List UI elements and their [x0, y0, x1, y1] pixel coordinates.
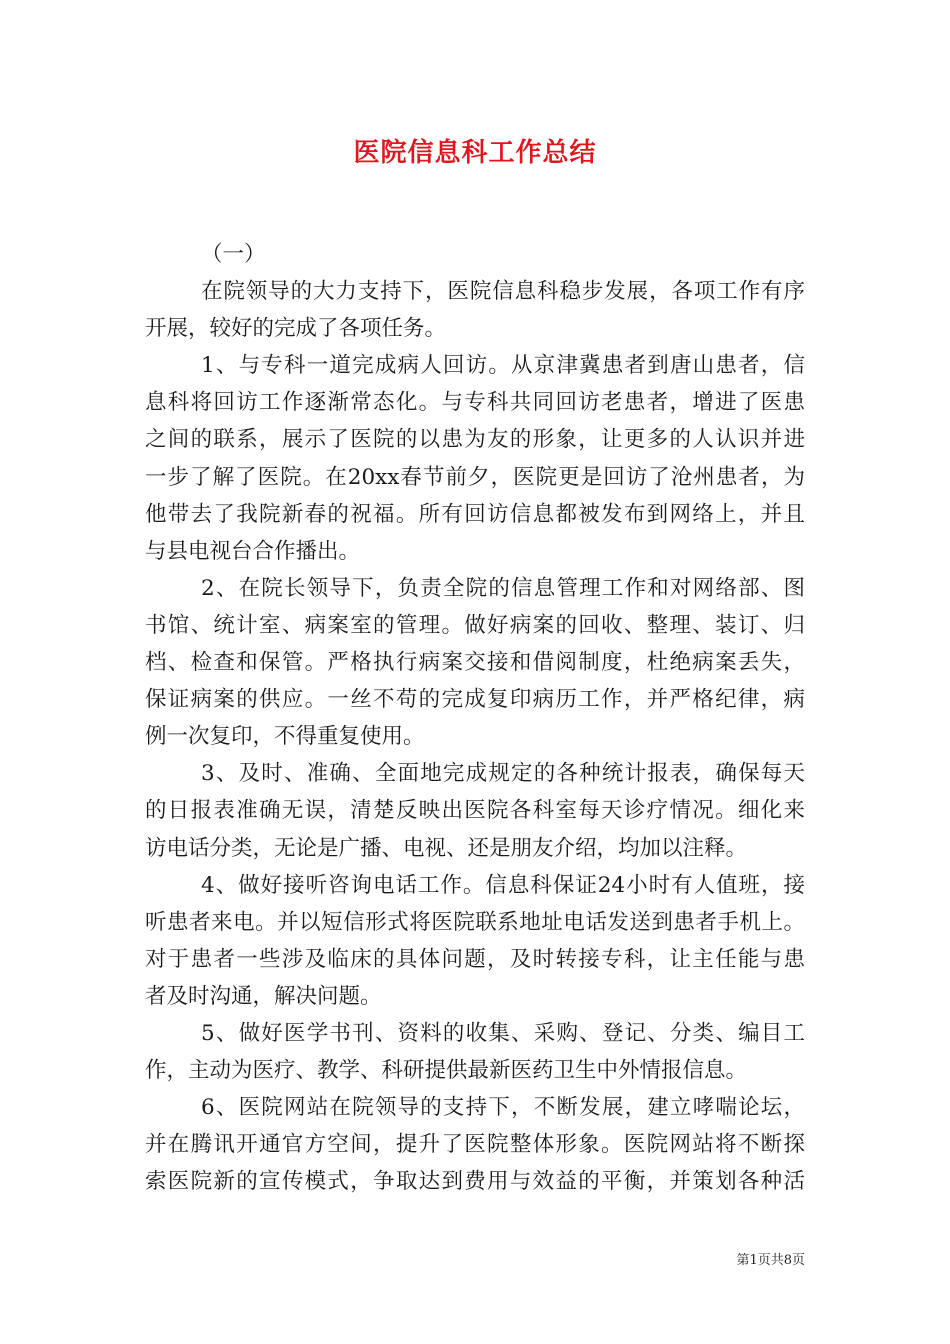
text-line: 并在腾讯开通官方空间，提升了医院整体形象。医院网站将不断探	[145, 1132, 805, 1158]
text-line: 3、及时、准确、全面地完成规定的各种统计报表，确保每天	[201, 761, 805, 787]
text-line: 6、医院网站在院领导的支持下，不断发展，建立哮喘论坛，	[201, 1095, 805, 1121]
text-line: 保证病案的供应。一丝不苟的完成复印病历工作，并严格纪律，病	[145, 687, 805, 713]
text-line: 之间的联系，展示了医院的以患为友的形象，让更多的人认识并进	[145, 427, 805, 453]
text-line: 2、在院长领导下，负责全院的信息管理工作和对网络部、图	[201, 575, 805, 601]
paragraph	[145, 273, 805, 347]
text-line: 他带去了我院新春的祝福。所有回访信息都被发布到网络上，并且	[145, 501, 805, 527]
text-line: 例一次复印，不得重复使用。	[145, 724, 425, 750]
text-line: 息科将回访工作逐渐常态化。与专科共同回访老患者，增进了医患	[145, 390, 805, 416]
text-line: 4、做好接听咨询电话工作。信息科保证24小时有人值班，接	[201, 872, 805, 898]
paragraph	[145, 236, 805, 273]
paragraph	[145, 1015, 805, 1089]
text-line: 的日报表准确无误，清楚反映出医院各科室每天诊疗情况。细化来	[145, 798, 805, 824]
text-line: 者及时沟通，解决问题。	[145, 983, 382, 1009]
paragraph	[145, 570, 805, 755]
paragraph	[145, 347, 805, 570]
text-line: 听患者来电。并以短信形式将医院联系地址电话发送到患者手机上。	[145, 909, 805, 935]
text-line: 一步了解了医院。在20xx春节前夕，医院更是回访了沧州患者，为	[145, 464, 805, 490]
text-line: 与县电视台合作播出。	[145, 538, 361, 564]
text-line: 5、做好医学书刊、资料的收集、采购、登记、分类、编目工	[201, 1020, 805, 1046]
text-line: 在院领导的大力支持下，医院信息科稳步发展，各项工作有序	[201, 279, 805, 305]
text-line: 1、与专科一道完成病人回访。从京津冀患者到唐山患者，信	[201, 353, 805, 379]
text-line: 开展，较好的完成了各项任务。	[145, 316, 447, 342]
text-line: 档、检查和保管。严格执行病案交接和借阅制度，杜绝病案丢失，	[145, 650, 805, 676]
paragraph	[145, 867, 805, 1015]
text-line: 访电话分类，无论是广播、电视、还是朋友介绍，均加以注释。	[145, 835, 748, 861]
document-title: 医院信息科工作总结	[353, 138, 597, 168]
document-body	[145, 236, 805, 1200]
page-number: 第1页共8页	[736, 1253, 805, 1268]
text-line: 索医院新的宣传模式，争取达到费用与效益的平衡，并策划各种活	[145, 1169, 805, 1195]
paragraph	[145, 1089, 805, 1200]
text-line: 书馆、统计室、病案室的管理。做好病案的回收、整理、装订、归	[145, 612, 805, 638]
paragraph	[145, 755, 805, 866]
text-line: （一）	[201, 242, 266, 267]
text-line: 对于患者一些涉及临床的具体问题，及时转接专科，让主任能与患	[145, 946, 805, 972]
text-line: 作，主动为医疗、教学、科研提供最新医药卫生中外情报信息。	[145, 1058, 748, 1084]
